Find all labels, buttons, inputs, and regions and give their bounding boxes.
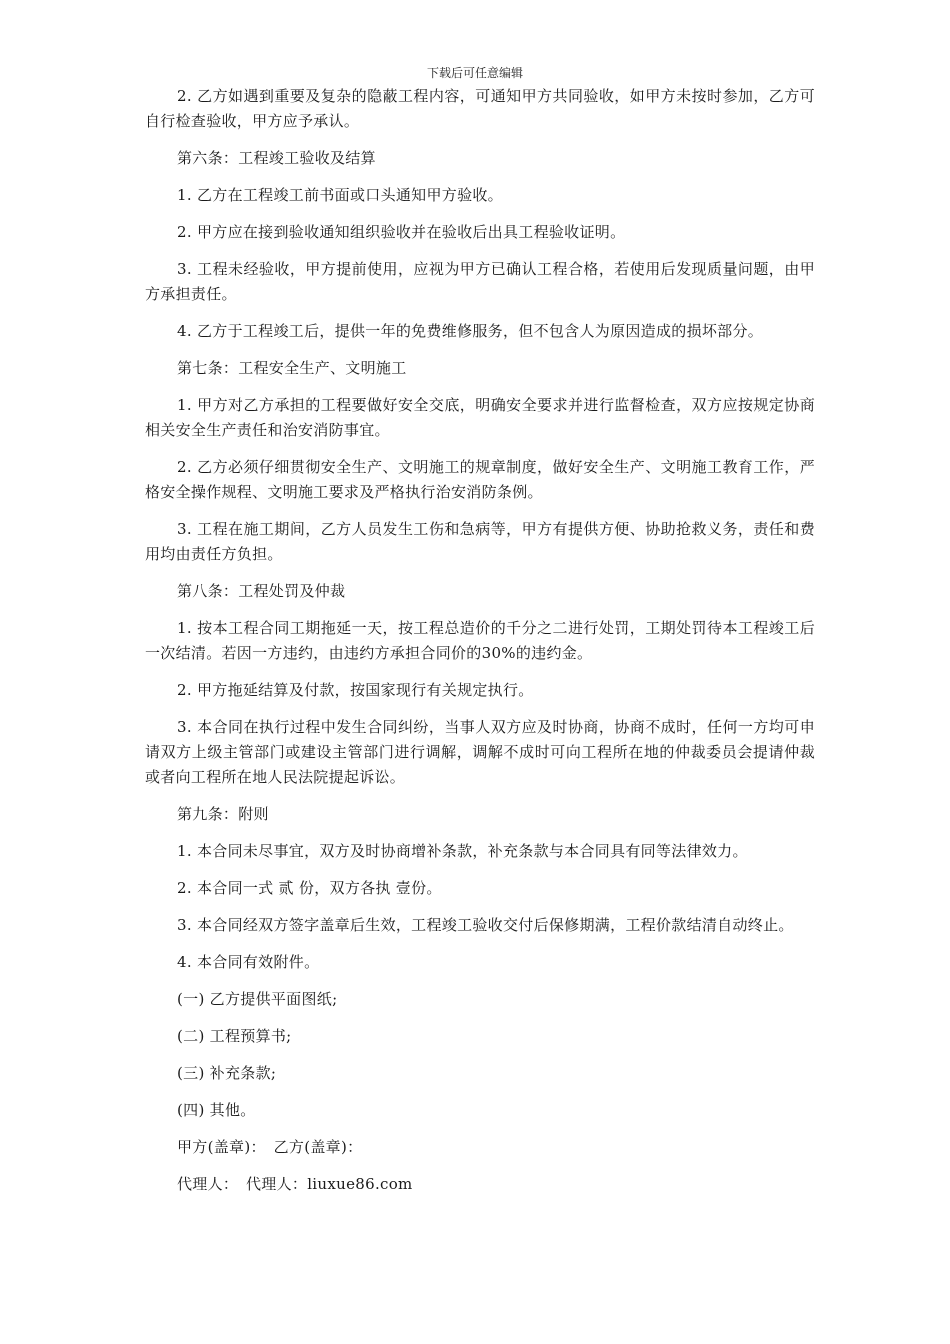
section-heading-8: 第八条：工程处罚及仲裁 [177, 582, 346, 600]
clause-7-2: 2. 乙方必须仔细贯彻安全生产、文明施工的规章制度，做好安全生产、文明施工教育工作，严格安全操作规程、文明施工要求及严格执行治安消防条例。 [145, 458, 815, 501]
section-heading-9: 第九条：附则 [177, 805, 269, 823]
attachment-4: (四) 其他。 [177, 1101, 256, 1119]
clause-7-3: 3. 工程在施工期间，乙方人员发生工伤和急病等，甲方有提供方便、协助抢救义务，责任和费用均由责任方负担。 [145, 520, 815, 563]
attachment-1: (一) 乙方提供平面图纸; [177, 990, 338, 1008]
section-heading-6: 第六条：工程竣工验收及结算 [177, 149, 376, 167]
clause-8-1: 1. 按本工程合同工期拖延一天，按工程总造价的千分之二进行处罚，工期处罚待本工程竣工后一次结清。若因一方违约，由违约方承担合同价的30%的违约金。 [145, 619, 815, 662]
clause-6-1: 1. 乙方在工程竣工前书面或口头通知甲方验收。 [177, 186, 503, 204]
document-body [145, 84, 815, 1209]
clause-6-3: 3. 工程未经验收，甲方提前使用，应视为甲方已确认工程合格，若使用后发现质量问题，由甲方承担责任。 [145, 260, 815, 303]
clause-7-1: 1. 甲方对乙方承担的工程要做好安全交底，明确安全要求并进行监督检查，双方应按规定协商相关安全生产责任和治安消防事宜。 [145, 396, 815, 439]
clause-5-2: 2. 乙方如遇到重要及复杂的隐蔽工程内容，可通知甲方共同验收，如甲方未按时参加，乙方可自行检查验收，甲方应予承认。 [145, 87, 815, 130]
clause-9-2: 2. 本合同一式 贰 份，双方各执 壹份。 [177, 879, 442, 897]
clause-6-4: 4. 乙方于工程竣工后，提供一年的免费维修服务，但不包含人为原因造成的损坏部分。 [177, 322, 764, 340]
signature-line-agents: 代理人： 代理人：liuxue86.com [177, 1175, 413, 1193]
clause-9-1: 1. 本合同未尽事宜，双方及时协商增补条款，补充条款与本合同具有同等法律效力。 [177, 842, 748, 860]
clause-9-4: 4. 本合同有效附件。 [177, 953, 320, 971]
clause-6-2: 2. 甲方应在接到验收通知组织验收并在验收后出具工程验收证明。 [177, 223, 626, 241]
page-header: 下载后可任意编辑 [426, 66, 523, 80]
section-heading-7: 第七条：工程安全生产、文明施工 [177, 359, 407, 377]
attachment-2: (二) 工程预算书; [177, 1027, 292, 1045]
signature-line-parties: 甲方(盖章)： 乙方(盖章)： [177, 1138, 363, 1156]
clause-8-2: 2. 甲方拖延结算及付款，按国家现行有关规定执行。 [177, 681, 534, 699]
clause-9-3: 3. 本合同经双方签字盖章后生效，工程竣工验收交付后保修期满，工程价款结清自动终止。 [177, 916, 794, 934]
attachment-3: (三) 补充条款; [177, 1064, 277, 1082]
clause-8-3: 3. 本合同在执行过程中发生合同纠纷，当事人双方应及时协商，协商不成时，任何一方均可申请双方上级主管部门或建设主管部门进行调解，调解不成时可向工程所在地的仲裁委员会提请仲裁或者向工程所在地人民法院提起诉讼。 [145, 718, 815, 786]
